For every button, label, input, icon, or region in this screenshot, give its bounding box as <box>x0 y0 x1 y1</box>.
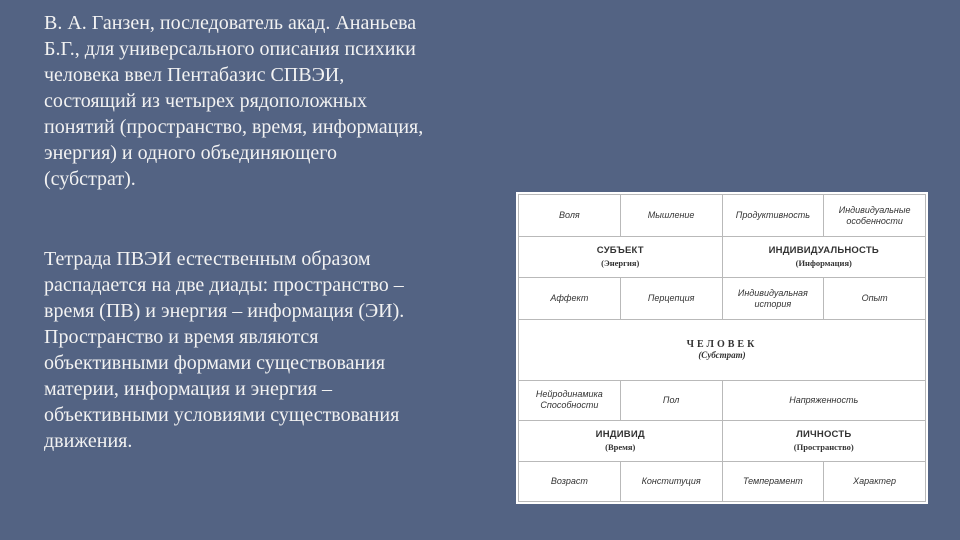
intro-paragraph: В. А. Ганзен, последователь акад. Ананьева Б.Г., для универсального описания психики человека ввел Пентабазис СПВЭИ, состоящий из четырех рядоположных понятий (пространство, время, информация, энергия) и одного объединяющего (субстрат). <box>44 12 424 190</box>
table-row <box>519 277 926 319</box>
subject-sub: (Энергия) <box>601 258 640 269</box>
cell-perception: Перцепция <box>620 277 722 319</box>
table-row <box>519 380 926 420</box>
table-row <box>519 195 926 237</box>
cell-individual <box>519 421 723 461</box>
cell-thinking: Мышление <box>620 195 722 237</box>
cell-character: Характер <box>824 461 926 501</box>
cell-individual-features: Индивидуальные особенности <box>824 195 926 237</box>
table-row <box>519 320 926 381</box>
cell-constitution: Конституция <box>620 461 722 501</box>
cell-tension: Напряженность <box>722 380 926 420</box>
personality-title: ЛИЧНОСТЬ <box>796 428 852 440</box>
individuality-sub: (Информация) <box>795 258 852 269</box>
subject-title: СУБЪЕКТ <box>596 245 644 257</box>
cell-individual-history: Индивидуальная история <box>722 277 824 319</box>
table-row <box>519 237 926 277</box>
tetrad-paragraph: Тетрада ПВЭИ естественным образом распадается на две диады: пространство – время (ПВ) и энергия – информация (ЭИ). Пространство и время являются объективными формами существования материи, информация и энергия – объективными условиями существования движения. <box>44 248 405 452</box>
cell-temperament: Темперамент <box>722 461 824 501</box>
cell-affect: Аффект <box>519 277 621 319</box>
cell-human <box>519 320 926 381</box>
individual-title: ИНДИВИД <box>595 428 645 440</box>
cell-productivity: Продуктивность <box>722 195 824 237</box>
table-row <box>519 421 926 461</box>
human-title: ЧЕЛОВЕК <box>686 339 758 351</box>
cell-personality <box>722 421 926 461</box>
individuality-title: ИНДИВИДУАЛЬНОСТЬ <box>768 245 879 257</box>
cell-age: Возраст <box>519 461 621 501</box>
human-sub: (Субстрат) <box>698 350 746 361</box>
table-row <box>519 461 926 501</box>
pentabasis-table <box>518 194 926 502</box>
cell-sex: Пол <box>620 380 722 420</box>
cell-will: Воля <box>519 195 621 237</box>
pentabasis-table-figure <box>516 192 928 504</box>
cell-experience: Опыт <box>824 277 926 319</box>
cell-neurodynamics: Нейродинамика Способности <box>519 380 621 420</box>
cell-individuality <box>722 237 926 277</box>
individual-sub: (Время) <box>605 441 636 452</box>
cell-subject <box>519 237 723 277</box>
personality-sub: (Пространство) <box>793 441 854 452</box>
